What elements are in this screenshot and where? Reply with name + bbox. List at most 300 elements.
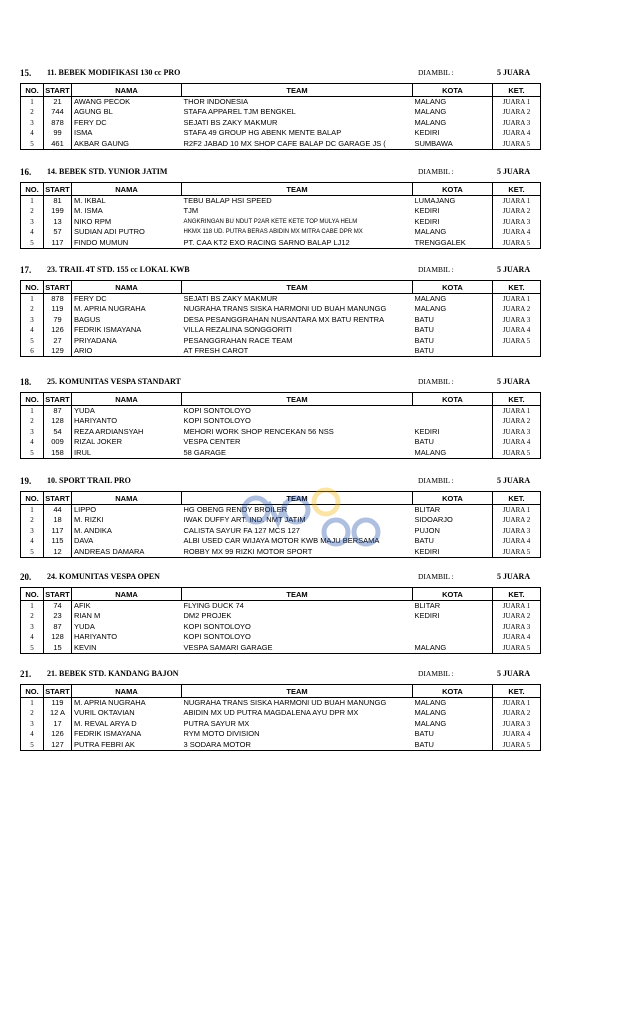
column-header-start: START (45, 282, 70, 292)
section-number: 21. (20, 669, 32, 679)
cell-nama: FEDRIK ISMAYANA (74, 325, 142, 335)
cell-no: 1 (21, 196, 44, 207)
cell-ket: JUARA 3 (493, 217, 541, 227)
cell-no: 4 (21, 536, 44, 546)
column-header-team: TEAM (182, 588, 413, 601)
table-header-row (21, 393, 541, 406)
table-header-row (21, 492, 541, 505)
column-header-no: NO. (21, 685, 44, 698)
juara-count: 5 JUARA (497, 68, 531, 77)
section-number: 15. (20, 68, 32, 78)
cell-nama: LIPPO (74, 505, 97, 514)
cell-kota: KEDIRI (414, 206, 440, 216)
cell-nama: AKBAR GAUNG (72, 139, 182, 150)
cell-ket: JUARA 4 (493, 536, 541, 546)
table-row (21, 427, 541, 437)
cell-kota: MALANG (414, 294, 447, 303)
column-header-nama: NAMA (72, 685, 182, 698)
table-row (21, 622, 541, 632)
cell-kota: KEDIRI (413, 547, 493, 558)
cell-nama: FINDO MUMUN (72, 238, 182, 249)
column-header-nama: NAMA (72, 183, 182, 196)
column-header-start: START (45, 184, 70, 194)
cell-start: 15 (44, 643, 72, 654)
juara-count: 5 JUARA (497, 167, 531, 176)
diambil-label: DIAMBIL : (418, 377, 454, 386)
cell-start: 119 (44, 304, 72, 314)
column-header-nama: NAMA (72, 588, 182, 601)
column-header-ket: KET. (493, 84, 541, 97)
cell-team: ALBI USED CAR WIJAYA MOTOR KWB MAJU BERSAMA (183, 536, 380, 546)
cell-start: 18 (44, 515, 72, 525)
column-header-nama: NAMA (72, 492, 182, 505)
cell-ket: JUARA 3 (493, 118, 541, 128)
cell-start: 81 (44, 196, 72, 207)
juara-count: 5 JUARA (497, 476, 531, 485)
juara-count: 5 JUARA (497, 572, 531, 581)
cell-start: 744 (44, 107, 72, 117)
table-row (21, 97, 541, 108)
table-row (21, 294, 541, 305)
section-number: 17. (20, 265, 32, 275)
table-row (21, 118, 541, 128)
table-row (21, 238, 541, 249)
results-table (20, 280, 541, 357)
cell-ket: JUARA 2 (493, 611, 541, 621)
table-row (21, 719, 541, 729)
cell-nama: ISMA (74, 128, 93, 138)
race-section (20, 263, 540, 357)
column-header-start: START (45, 394, 70, 404)
section-title: 14. BEBEK STD. YUNIOR JATIM (47, 167, 168, 176)
results-table (20, 587, 541, 654)
cell-ket: JUARA 2 (493, 416, 541, 426)
column-header-no: NO. (21, 183, 44, 196)
cell-team: DM2 PROJEK (183, 611, 232, 621)
cell-ket: JUARA 5 (493, 643, 541, 654)
cell-nama: YUDA (74, 406, 95, 415)
cell-ket: JUARA 4 (493, 437, 541, 447)
cell-nama: RIAN M (74, 611, 101, 621)
cell-start: 117 (44, 526, 72, 536)
cell-ket: JUARA 2 (493, 206, 541, 216)
cell-ket: JUARA 1 (493, 97, 541, 108)
cell-start: 74 (44, 601, 72, 612)
cell-kota: MALANG (414, 227, 447, 237)
table-row (21, 632, 541, 642)
table-row (21, 206, 541, 216)
cell-nama: M. RIZKI (74, 515, 104, 525)
cell-start: 57 (44, 227, 72, 237)
cell-ket: JUARA 2 (493, 708, 541, 718)
table-row (21, 740, 541, 751)
cell-kota: MALANG (414, 107, 447, 117)
cell-nama: RIZAL JOKER (74, 437, 123, 447)
column-header-start: START (45, 493, 70, 503)
cell-no: 3 (21, 427, 44, 437)
section-number: 16. (20, 167, 32, 177)
cell-team: CALISTA SAYUR FA 127 MCS 127 (183, 525, 300, 535)
column-header-no: NO. (21, 492, 44, 505)
cell-team: VESPA SAMARI GARAGE (182, 643, 413, 654)
cell-no: 2 (21, 611, 44, 621)
column-header-ket: KET. (493, 685, 541, 698)
cell-ket: JUARA 3 (493, 526, 541, 536)
juara-count: 5 JUARA (497, 265, 531, 274)
table-row (21, 698, 541, 709)
column-header-ket: KET. (493, 588, 541, 601)
cell-nama: M. ANDIKA (74, 525, 112, 535)
cell-team: PESANGGRAHAN RACE TEAM (183, 335, 293, 345)
column-header-kota: KOTA (413, 588, 493, 601)
cell-no: 3 (21, 217, 44, 227)
section-title: 25. KOMUNITAS VESPA STANDART (47, 377, 181, 386)
cell-ket: JUARA 5 (493, 336, 541, 346)
cell-nama: FERY DC (74, 117, 107, 127)
results-table (20, 392, 541, 459)
cell-ket: JUARA 5 (493, 547, 541, 558)
column-header-nama: NAMA (72, 84, 182, 97)
cell-nama: HARIYANTO (74, 416, 118, 426)
cell-kota: MALANG (413, 643, 493, 654)
cell-team: DESA PESANGGRAHAN NUSANTARA MX BATU RENTRA (183, 314, 385, 324)
cell-nama: ANDREAS DAMARA (72, 547, 182, 558)
cell-team: 58 GARAGE (182, 448, 413, 459)
column-header-ket: KET. (493, 281, 541, 294)
column-header-no: NO. (21, 393, 44, 406)
race-section (20, 667, 540, 751)
table-row (21, 416, 541, 426)
section-header (20, 375, 540, 389)
cell-kota: MALANG (414, 698, 447, 707)
table-row (21, 708, 541, 718)
cell-kota (413, 406, 493, 417)
table-header-row (21, 84, 541, 97)
cell-nama: ARIO (72, 346, 182, 357)
column-header-no: NO. (21, 281, 44, 294)
cell-nama: YUDA (74, 621, 95, 631)
cell-ket: JUARA 3 (493, 622, 541, 632)
cell-team: R2F2 JABAD 10 MX SHOP CAFE BALAP DC GARAGE JS ( (182, 139, 413, 150)
cell-kota: SIDOARJO (414, 515, 453, 525)
cell-nama: FEDRIK ISMAYANA (74, 729, 142, 739)
cell-no: 4 (21, 227, 44, 237)
cell-team: STAFA 49 GROUP HG ABENK MENTE BALAP (183, 128, 342, 138)
table-row (21, 729, 541, 739)
diambil-label: DIAMBIL : (418, 669, 454, 678)
cell-no: 3 (21, 719, 44, 729)
cell-kota: BLITAR (414, 601, 441, 610)
cell-no: 4 (21, 325, 44, 335)
cell-ket (493, 346, 541, 357)
cell-start: 127 (44, 740, 72, 751)
cell-nama: PRIYADANA (74, 335, 117, 345)
diambil-label: DIAMBIL : (418, 167, 454, 176)
column-header-start: START (45, 589, 70, 599)
cell-no: 3 (21, 526, 44, 536)
cell-start: 21 (44, 97, 72, 108)
cell-team: IWAK DUFFY ART. IND. NMT JATIM (183, 515, 306, 525)
cell-team: NUGRAHA TRANS SISKA HARMONI UD BUAH MANUNGG (183, 304, 387, 314)
cell-no: 5 (21, 238, 44, 249)
cell-kota: BLITAR (414, 505, 441, 514)
table-header-row (21, 588, 541, 601)
column-header-ket: KET. (493, 393, 541, 406)
cell-no: 5 (21, 448, 44, 459)
table-row (21, 448, 541, 459)
cell-team: RYM MOTO DIVISION (183, 729, 260, 739)
cell-team: TEBU BALAP HSI SPEED (183, 196, 272, 205)
section-title: 23. TRAIL 4T STD. 155 cc LOKAL KWB (47, 265, 190, 274)
column-header-ket: KET. (493, 492, 541, 505)
table-row (21, 547, 541, 558)
diambil-label: DIAMBIL : (418, 265, 454, 274)
section-number: 20. (20, 572, 32, 582)
cell-kota (413, 416, 493, 426)
cell-start: 87 (44, 622, 72, 632)
table-row (21, 227, 541, 237)
cell-team: SEJATI BS ZAKY MAKMUR (183, 117, 278, 127)
cell-start: 128 (44, 632, 72, 642)
cell-start: 27 (44, 336, 72, 346)
cell-no: 2 (21, 304, 44, 314)
cell-no: 5 (21, 336, 44, 346)
cell-ket: JUARA 3 (493, 427, 541, 437)
cell-no: 5 (21, 139, 44, 150)
cell-nama: M. IKBAL (74, 196, 106, 205)
cell-team: HKMX 118 UD. PUTRA BERAS ABIDIN MX MITRA CABE DPR MX (183, 229, 363, 236)
cell-no: 2 (21, 206, 44, 216)
cell-team: ABIDIN MX UD PUTRA MAGDALENA AYU DPR MX (183, 708, 359, 718)
cell-ket: JUARA 2 (493, 304, 541, 314)
table-row (21, 611, 541, 621)
cell-start: 12 A (44, 708, 72, 718)
cell-team: NUGRAHA TRANS SISKA HARMONI UD BUAH MANUNGG (183, 698, 387, 707)
cell-no: 1 (21, 97, 44, 108)
cell-kota: MALANG (414, 117, 447, 127)
cell-team: TJM (183, 206, 199, 216)
cell-ket: JUARA 5 (493, 238, 541, 249)
table-row (21, 128, 541, 138)
cell-no: 2 (21, 515, 44, 525)
cell-team: 3 SODARA MOTOR (182, 740, 413, 751)
cell-kota: TRENGGALEK (413, 238, 493, 249)
table-row (21, 336, 541, 346)
table-header-row (21, 281, 541, 294)
cell-ket: JUARA 4 (493, 128, 541, 138)
cell-team: ANGKRINGAN BU NDUT P2AR KETE KETE TOP MULYA HELM (183, 218, 358, 225)
table-header-row (21, 685, 541, 698)
race-section (20, 66, 540, 150)
cell-team: MEHORI WORK SHOP RENCEKAN 56 NSS (183, 426, 334, 436)
cell-no: 1 (21, 505, 44, 516)
column-header-no: NO. (21, 588, 44, 601)
cell-ket: JUARA 4 (493, 729, 541, 739)
column-header-team: TEAM (182, 492, 413, 505)
column-header-kota: KOTA (413, 492, 493, 505)
table-row (21, 196, 541, 207)
juara-count: 5 JUARA (497, 377, 531, 386)
column-header-start: START (45, 686, 70, 696)
cell-team: FLYING DUCK 74 (183, 601, 244, 610)
cell-kota: KEDIRI (414, 426, 440, 436)
cell-start: 12 (44, 547, 72, 558)
cell-no: 1 (21, 601, 44, 612)
table-row (21, 515, 541, 525)
cell-ket: JUARA 4 (493, 632, 541, 642)
cell-nama: AGUNG BL (74, 107, 113, 117)
cell-start: 115 (44, 536, 72, 546)
cell-nama: IRUL (72, 448, 182, 459)
cell-team: HG OBENG RENDY BROILER (183, 505, 288, 514)
cell-no: 3 (21, 118, 44, 128)
cell-no: 4 (21, 437, 44, 447)
cell-no: 5 (21, 547, 44, 558)
cell-start: 117 (44, 238, 72, 249)
table-row (21, 139, 541, 150)
cell-kota: KEDIRI (414, 128, 440, 138)
race-section (20, 474, 540, 558)
cell-start: 99 (44, 128, 72, 138)
race-section (20, 375, 540, 459)
column-header-team: TEAM (182, 393, 413, 406)
table-row (21, 505, 541, 516)
results-table (20, 684, 541, 751)
cell-team: KOPI SONTOLOYO (183, 621, 251, 631)
column-header-start: START (45, 85, 70, 95)
column-header-team: TEAM (182, 281, 413, 294)
section-title: 21. BEBEK STD. KANDANG BAJON (47, 669, 179, 678)
cell-no: 5 (21, 740, 44, 751)
section-title: 24. KOMUNITAS VESPA OPEN (47, 572, 160, 581)
table-row (21, 601, 541, 612)
column-header-kota: KOTA (413, 84, 493, 97)
cell-nama: SUDIAN ADI PUTRO (74, 227, 145, 237)
cell-kota: BATU (414, 314, 434, 324)
cell-no: 4 (21, 128, 44, 138)
cell-kota: MALANG (413, 448, 493, 459)
cell-start: 13 (44, 217, 72, 227)
cell-nama: HARIYANTO (74, 632, 118, 642)
cell-start: 54 (44, 427, 72, 437)
table-row (21, 217, 541, 227)
cell-team: KOPI SONTOLOYO (183, 632, 251, 642)
column-header-team: TEAM (182, 183, 413, 196)
cell-team: KOPI SONTOLOYO (183, 416, 251, 426)
cell-ket: JUARA 2 (493, 515, 541, 525)
cell-kota: BATU (414, 325, 434, 335)
cell-no: 6 (21, 346, 44, 357)
cell-kota: BATU (413, 740, 493, 751)
cell-ket: JUARA 1 (493, 601, 541, 612)
cell-no: 2 (21, 416, 44, 426)
cell-start: 126 (44, 325, 72, 335)
section-header (20, 667, 540, 681)
cell-start: 87 (44, 406, 72, 417)
cell-ket: JUARA 1 (493, 294, 541, 305)
diambil-label: DIAMBIL : (418, 68, 454, 77)
section-title: 11. BEBEK MODIFIKASI 130 cc PRO (47, 68, 181, 77)
cell-nama: M. APRIA NUGRAHA (74, 304, 146, 314)
cell-start: 44 (44, 505, 72, 516)
diambil-label: DIAMBIL : (418, 476, 454, 485)
table-header-row (21, 183, 541, 196)
table-row (21, 346, 541, 357)
table-row (21, 437, 541, 447)
cell-kota: MALANG (414, 718, 447, 728)
cell-start: 128 (44, 416, 72, 426)
cell-team: PUTRA SAYUR MX (183, 718, 250, 728)
table-row (21, 304, 541, 314)
column-header-kota: KOTA (413, 281, 493, 294)
juara-count: 5 JUARA (497, 669, 531, 678)
section-header (20, 66, 540, 80)
cell-kota (413, 622, 493, 632)
cell-start: 878 (44, 118, 72, 128)
column-header-kota: KOTA (413, 183, 493, 196)
cell-ket: JUARA 1 (493, 406, 541, 417)
cell-start: 119 (44, 698, 72, 709)
section-title: 10. SPORT TRAIL PRO (47, 476, 131, 485)
column-header-team: TEAM (182, 84, 413, 97)
section-header (20, 165, 540, 179)
table-row (21, 526, 541, 536)
cell-ket: JUARA 5 (493, 139, 541, 150)
cell-ket: JUARA 3 (493, 719, 541, 729)
column-header-no: NO. (21, 84, 44, 97)
cell-ket: JUARA 4 (493, 325, 541, 335)
cell-no: 5 (21, 643, 44, 654)
cell-kota: BATU (414, 729, 434, 739)
results-table (20, 182, 541, 249)
cell-no: 4 (21, 729, 44, 739)
cell-team: THOR INDONESIA (183, 97, 249, 106)
table-row (21, 325, 541, 335)
cell-no: 2 (21, 708, 44, 718)
cell-kota: LUMAJANG (414, 196, 456, 205)
cell-kota (413, 632, 493, 642)
cell-start: 129 (44, 346, 72, 357)
column-header-ket: KET. (493, 183, 541, 196)
cell-team: AT FRESH CAROT (182, 346, 413, 357)
column-header-team: TEAM (182, 685, 413, 698)
cell-start: 158 (44, 448, 72, 459)
cell-ket: JUARA 3 (493, 315, 541, 325)
cell-ket: JUARA 5 (493, 740, 541, 751)
cell-nama: VURIL OKTAVIAN (74, 708, 135, 718)
cell-nama: KEVIN (72, 643, 182, 654)
cell-kota: MALANG (414, 304, 447, 314)
cell-kota: MALANG (414, 708, 447, 718)
cell-ket: JUARA 1 (493, 196, 541, 207)
cell-start: 009 (44, 437, 72, 447)
cell-ket: JUARA 2 (493, 107, 541, 117)
results-table (20, 491, 541, 558)
section-header (20, 474, 540, 488)
cell-team: VESPA CENTER (183, 437, 241, 447)
cell-start: 79 (44, 315, 72, 325)
cell-ket: JUARA 1 (493, 698, 541, 709)
cell-no: 3 (21, 622, 44, 632)
cell-team: KOPI SONTOLOYO (183, 406, 251, 415)
cell-kota: MALANG (414, 97, 447, 106)
cell-team: PT. CAA KT2 EXO RACING SARNO BALAP LJ12 (182, 238, 413, 249)
cell-nama: DAVA (74, 536, 94, 546)
cell-ket: JUARA 4 (493, 227, 541, 237)
cell-nama: PUTRA FEBRI AK (72, 740, 182, 751)
cell-ket: JUARA 1 (493, 505, 541, 516)
cell-kota: SUMBAWA (413, 139, 493, 150)
